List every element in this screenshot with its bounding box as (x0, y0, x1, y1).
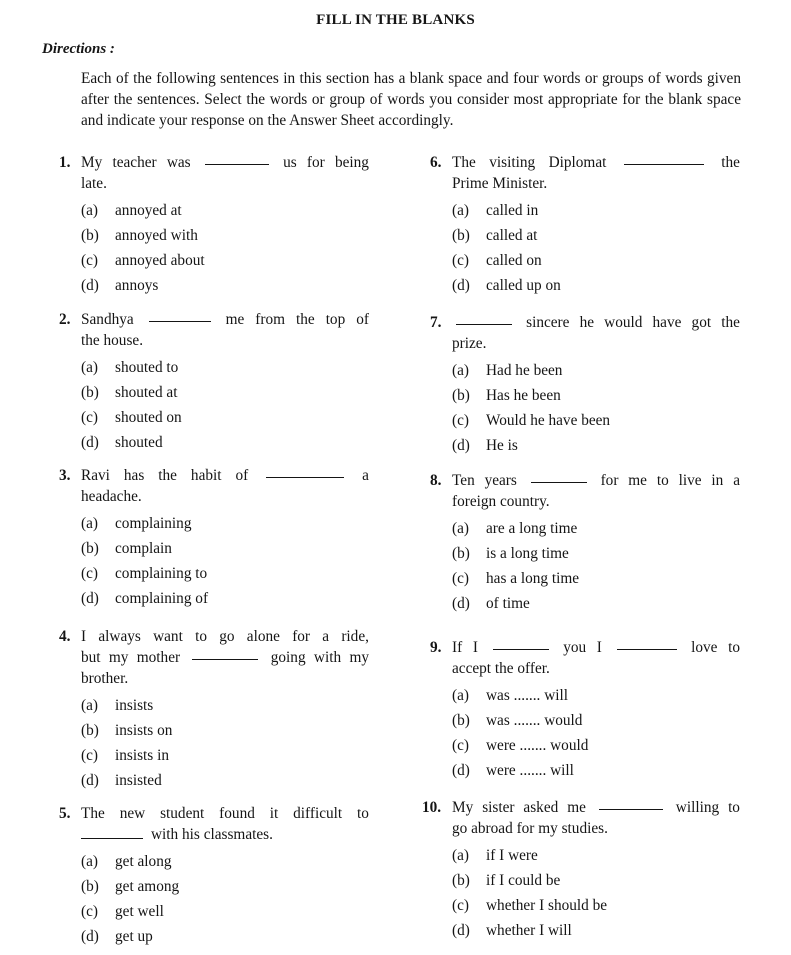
option-text: complain (115, 540, 172, 557)
stem-word: the (158, 467, 177, 484)
stem-word: go (219, 628, 235, 645)
stem-word: mother (136, 649, 181, 666)
option-list (430, 683, 740, 783)
option-text: was ....... will (486, 687, 569, 704)
option-item[interactable] (81, 718, 369, 743)
option-letter: (a) (81, 697, 98, 714)
stem-word: My (452, 799, 474, 816)
stem-word: going (270, 649, 306, 666)
option-letter: (d) (452, 437, 470, 454)
answer-blank (266, 465, 344, 478)
stem-word: The (81, 805, 105, 822)
option-text: complaining of (115, 590, 209, 607)
question-number: 8. (430, 472, 442, 489)
question-stem (59, 803, 369, 845)
stem-word: I (472, 639, 478, 656)
stem-word: have (652, 314, 682, 331)
option-item[interactable] (81, 380, 369, 405)
stem-word: a (733, 472, 740, 489)
option-item[interactable] (452, 733, 740, 758)
answer-blank (617, 637, 677, 650)
option-item[interactable] (452, 868, 740, 893)
option-letter: (c) (452, 570, 469, 587)
question-stem (59, 309, 369, 351)
page-title: FILL IN THE BLANKS (316, 12, 475, 28)
option-text: called on (486, 252, 542, 269)
question-number: 6. (430, 154, 442, 171)
option-letter: (a) (452, 202, 469, 219)
option-list (430, 843, 740, 943)
question-7 (430, 312, 740, 458)
answer-blank (456, 312, 512, 325)
option-text: Has he been (486, 387, 561, 404)
stem-word: the (721, 314, 740, 331)
option-text: shouted at (115, 384, 178, 401)
stem-word: from (255, 311, 286, 328)
stem-word: us (283, 154, 297, 171)
question-stem (59, 465, 369, 507)
answer-blank (624, 152, 704, 165)
option-item[interactable] (452, 683, 740, 708)
stem-word: it (269, 805, 279, 822)
option-item[interactable] (452, 893, 740, 918)
stem-word: teacher (112, 154, 157, 171)
stem-word: visiting (489, 154, 536, 171)
option-letter: (a) (81, 359, 98, 376)
answer-blank (493, 637, 549, 650)
option-text: of time (486, 595, 530, 612)
option-letter: (b) (452, 545, 470, 562)
option-letter: (b) (452, 387, 470, 404)
option-letter: (b) (452, 872, 470, 889)
option-letter: (c) (452, 412, 469, 429)
option-list (59, 511, 369, 611)
option-item[interactable] (81, 693, 369, 718)
option-text: annoys (115, 277, 159, 294)
option-letter: (a) (81, 202, 98, 219)
stem-word: a (362, 467, 369, 484)
question-4 (59, 626, 369, 793)
stem-word: new (119, 805, 146, 822)
option-text: is a long time (486, 545, 569, 562)
option-text: has a long time (486, 570, 580, 587)
option-item[interactable] (81, 743, 369, 768)
option-text: annoyed about (115, 252, 205, 269)
stem-word: ride, (341, 628, 369, 645)
option-letter: (c) (81, 565, 98, 582)
option-list (430, 516, 740, 616)
stem-word: my (349, 649, 369, 666)
option-text: insists (115, 697, 154, 714)
answer-blank (531, 470, 587, 483)
stem-word: want (153, 628, 183, 645)
option-item[interactable] (452, 358, 740, 383)
option-item[interactable] (81, 561, 369, 586)
option-item[interactable] (452, 541, 740, 566)
option-item[interactable] (81, 355, 369, 380)
option-list (59, 355, 369, 455)
question-number: 9. (430, 639, 442, 656)
option-letter: (d) (452, 277, 470, 294)
option-item[interactable] (452, 591, 740, 616)
option-text: insists on (115, 722, 173, 739)
option-letter: (d) (81, 590, 99, 607)
option-letter: (a) (81, 515, 98, 532)
option-letter: (d) (452, 595, 470, 612)
option-item[interactable] (452, 273, 740, 298)
option-item[interactable] (81, 768, 369, 793)
stem-word: sister (482, 799, 515, 816)
stem-word: me (628, 472, 647, 489)
option-item[interactable] (81, 223, 369, 248)
stem-word: alone (246, 628, 280, 645)
question-number: 7. (430, 314, 442, 331)
stem-word: being (334, 154, 369, 171)
question-stem (430, 312, 740, 354)
option-item[interactable] (452, 248, 740, 273)
stem-word: top (325, 311, 346, 328)
option-text: annoyed with (115, 227, 198, 244)
question-stem (430, 637, 740, 679)
option-text: are a long time (486, 520, 578, 537)
stem-continuation: with his classmates. (151, 826, 273, 843)
stem-word: got (691, 314, 712, 331)
option-item[interactable] (81, 248, 369, 273)
option-letter: (a) (452, 687, 469, 704)
stem-word: for (600, 472, 619, 489)
option-item[interactable] (452, 433, 740, 458)
option-item[interactable] (81, 430, 369, 455)
question-9 (430, 637, 740, 783)
question-number: 4. (59, 628, 71, 645)
option-text: Would he have been (486, 412, 611, 429)
option-text: shouted on (115, 409, 182, 426)
question-number: 3. (59, 467, 71, 484)
stem-word: of (235, 467, 249, 484)
question-6 (430, 152, 740, 298)
stem-word: with (313, 649, 342, 666)
option-letter: (c) (81, 903, 98, 920)
option-letter: (b) (452, 227, 470, 244)
stem-word: Ravi (81, 467, 110, 484)
option-text: get among (115, 878, 180, 895)
option-letter: (b) (81, 722, 99, 739)
option-item[interactable] (452, 708, 740, 733)
stem-word: me (225, 311, 245, 328)
option-text: whether I will (486, 922, 572, 939)
stem-word: habit (190, 467, 222, 484)
option-letter: (b) (452, 712, 470, 729)
stem-word: but (81, 649, 101, 666)
question-stem (422, 797, 740, 839)
question-1 (59, 152, 369, 298)
option-item[interactable] (81, 273, 369, 298)
stem-word: for (292, 628, 311, 645)
question-8 (430, 470, 740, 616)
question-stem (59, 152, 369, 194)
stem-continuation: prize. (452, 335, 487, 352)
stem-word: I (81, 628, 87, 645)
answer-blank (149, 309, 211, 322)
stem-word: love (691, 639, 718, 656)
option-letter: (d) (452, 922, 470, 939)
stem-word: Ten (452, 472, 475, 489)
stem-continuation: late. (81, 175, 107, 192)
option-item[interactable] (81, 586, 369, 611)
option-letter: (b) (81, 384, 99, 401)
option-letter: (a) (81, 853, 98, 870)
option-text: insists in (115, 747, 169, 764)
option-item[interactable] (81, 849, 369, 874)
question-number: 1. (59, 154, 71, 171)
question-stem (430, 152, 740, 194)
option-item[interactable] (452, 408, 740, 433)
option-letter: (b) (81, 540, 99, 557)
stem-continuation: headache. (81, 488, 142, 505)
stem-word: student (160, 805, 205, 822)
option-item[interactable] (452, 918, 740, 943)
stem-word: to (728, 639, 740, 656)
answer-blank (599, 797, 663, 810)
stem-word: for (306, 154, 325, 171)
option-text: get up (115, 928, 153, 945)
option-text: get along (115, 853, 172, 870)
stem-word: Sandhya (81, 311, 134, 328)
stem-word: has (123, 467, 145, 484)
option-letter: (c) (81, 747, 98, 764)
option-item[interactable] (81, 924, 369, 949)
option-text: if I could be (486, 872, 561, 889)
answer-blank (81, 826, 143, 839)
stem-word: of (356, 311, 369, 328)
option-text: get well (115, 903, 164, 920)
stem-continuation: the house. (81, 332, 144, 349)
stem-word: My (81, 154, 103, 171)
option-letter: (a) (452, 847, 469, 864)
option-text: whether I should be (486, 897, 608, 914)
stem-word: difficult (293, 805, 343, 822)
stem-word: to (656, 472, 669, 489)
option-item[interactable] (81, 198, 369, 223)
option-letter: (d) (81, 277, 99, 294)
question-2 (59, 309, 369, 455)
directions-label: Directions : (42, 41, 115, 57)
stem-word: the (296, 311, 315, 328)
stem-word: he (579, 314, 595, 331)
stem-word: If (452, 639, 463, 656)
option-letter: (c) (452, 737, 469, 754)
question-stem (59, 626, 369, 689)
question-number: 5. (59, 805, 71, 822)
option-text: complaining (115, 515, 192, 532)
stem-word: asked (523, 799, 559, 816)
option-letter: (b) (81, 227, 99, 244)
option-letter: (c) (452, 252, 469, 269)
answer-blank (205, 152, 269, 165)
answer-blank (192, 647, 258, 660)
option-list (430, 358, 740, 458)
stem-word: in (711, 472, 724, 489)
stem-word: sincere (526, 314, 570, 331)
stem-word: Diplomat (548, 154, 607, 171)
option-text: insisted (115, 772, 162, 789)
stem-continuation: go abroad for my studies. (452, 820, 608, 837)
option-item[interactable] (452, 843, 740, 868)
stem-word: found (219, 805, 255, 822)
stem-word: to (728, 799, 740, 816)
stem-word: willing (675, 799, 720, 816)
stem-word: years (484, 472, 517, 489)
option-item[interactable] (452, 516, 740, 541)
stem-word: a (322, 628, 330, 645)
question-5 (59, 803, 369, 949)
option-item[interactable] (452, 383, 740, 408)
option-text: if I were (486, 847, 538, 864)
option-text: were ....... will (486, 762, 574, 779)
stem-word: live (678, 472, 702, 489)
option-text: shouted (115, 434, 163, 451)
option-text: annoyed at (115, 202, 182, 219)
option-letter: (a) (452, 362, 469, 379)
option-text: Had he been (486, 362, 563, 379)
stem-word: I (596, 639, 602, 656)
option-letter: (d) (452, 762, 470, 779)
option-item[interactable] (81, 874, 369, 899)
option-item[interactable] (81, 536, 369, 561)
question-number: 10. (422, 799, 442, 816)
option-item[interactable] (81, 511, 369, 536)
option-text: were ....... would (486, 737, 589, 754)
option-item[interactable] (452, 223, 740, 248)
stem-word: The (452, 154, 476, 171)
option-letter: (c) (452, 897, 469, 914)
option-letter: (d) (81, 434, 99, 451)
stem-word: would (604, 314, 643, 331)
option-text: called at (486, 227, 538, 244)
question-number: 2. (59, 311, 71, 328)
option-item[interactable] (452, 198, 740, 223)
stem-word: you (563, 639, 587, 656)
option-item[interactable] (452, 758, 740, 783)
question-stem (430, 470, 740, 512)
stem-word: to (195, 628, 207, 645)
option-list (59, 693, 369, 793)
stem-word: me (567, 799, 586, 816)
stem-word: always (98, 628, 141, 645)
stem-continuation: foreign country. (452, 493, 550, 510)
option-text: complaining to (115, 565, 208, 582)
option-list (430, 198, 740, 298)
stem-word: to (357, 805, 369, 822)
option-text: called up on (486, 277, 561, 294)
question-3 (59, 465, 369, 611)
option-letter: (a) (452, 520, 469, 537)
option-letter: (c) (81, 252, 98, 269)
option-list (59, 198, 369, 298)
option-item[interactable] (81, 405, 369, 430)
stem-word: was (166, 154, 191, 171)
option-letter: (d) (81, 772, 99, 789)
stem-continuation: Prime Minister. (452, 175, 548, 192)
stem-word: the (721, 154, 740, 171)
option-list (59, 849, 369, 949)
option-item[interactable] (81, 899, 369, 924)
option-letter: (c) (81, 409, 98, 426)
option-text: shouted to (115, 359, 179, 376)
option-text: He is (486, 437, 518, 454)
option-text: was ....... would (486, 712, 583, 729)
option-letter: (d) (81, 928, 99, 945)
option-text: called in (486, 202, 539, 219)
stem-word: my (108, 649, 129, 666)
stem-continuation: accept the offer. (452, 660, 550, 677)
option-item[interactable] (452, 566, 740, 591)
directions-text: Each of the following sentences in this section has a blank space and four words or groups of words given after the sentences. Select the words or group of words you consider most appropriate for the blank space and indicate your response on the Answer Sheet accordingly. (81, 70, 741, 129)
option-letter: (b) (81, 878, 99, 895)
question-10 (422, 797, 740, 943)
stem-continuation: brother. (81, 670, 129, 687)
